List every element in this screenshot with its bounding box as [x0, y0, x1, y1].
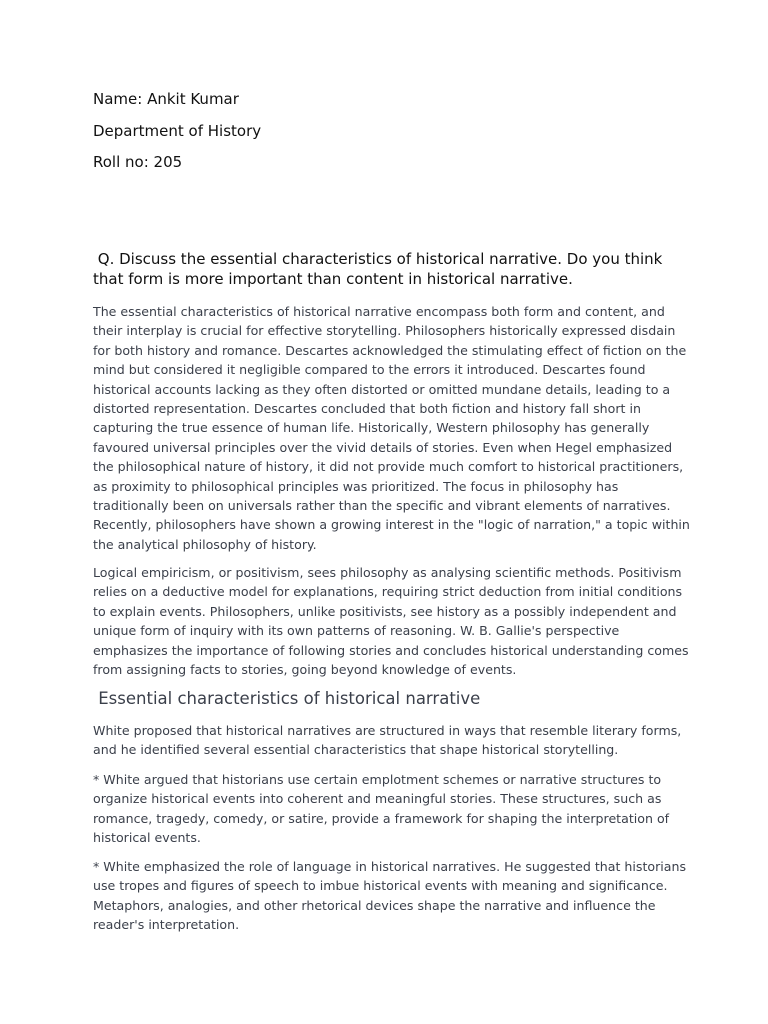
paragraph-white-intro: White proposed that historical narratives are structured in ways that resemble literary forms, and he identified several essential characteristics that shape historical storytelling. [93, 723, 682, 758]
paragraph-positivism: Logical empiricism, or positivism, sees philosophy as analysing scientific methods. Positivism relies on a deductive model for explanations, requiring strict deduction from initial conditions to explain events. Philosophers, unlike positivists, see history as a possibly independent and unique form of inquiry with its own patterns of reasoning. W. B. Gallie's perspective emphasizes the importance of following stories and concludes historical understanding comes from assigning facts to stories, going beyond knowledge of events. [93, 565, 689, 678]
department: Department of History [93, 122, 262, 140]
section-heading: Essential characteristics of historical narrative [93, 689, 481, 708]
roll-number: Roll no: 205 [93, 153, 183, 171]
paragraph-intro: The essential characteristics of historical narrative encompass both form and content, and their interplay is crucial for effective storytelling. Philosophers historically expressed disdain for both history and romance. Descartes acknowledged the stimulating effect of fiction on the mind but considered it negligible compared to the errors it introduced. Descartes found historical accounts lacking as they often distorted or omitted mundane details, leading to a distorted representation. Descartes concluded that both fiction and history fall short in capturing the true essence of human life. Historically, Western philosophy has generally favoured universal principles over the vivid details of stories. Even when Hegel emphasized the philosophical nature of history, it did not provide much comfort to historical practitioners, as proximity to philosophical principles was prioritized. The focus in philosophy has traditionally been on universals rather than the specific and vibrant elements of narratives. Recently, philosophers have shown a growing interest in the "logic of narration," a topic within the analytical philosophy of history. [93, 304, 690, 552]
paragraph-emplotment: * White argued that historians use certain emplotment schemes or narrative structures to organize historical events into coherent and meaningful stories. These structures, such as romance, tragedy, comedy, or satire, provide a framework for shaping the interpretation of historical events. [93, 772, 670, 846]
student-name: Name: Ankit Kumar [93, 90, 239, 108]
question-text: Q. Discuss the essential characteristics of historical narrative. Do you think that form is more important than content in historical narrative. [93, 250, 668, 288]
paragraph-language: * White emphasized the role of language in historical narratives. He suggested that historians use tropes and figures of speech to imbue historical events with meaning and significance. Metaphors, analogies, and other rhetorical devices shape the narrative and influence the reader's interpretation. [93, 859, 687, 933]
